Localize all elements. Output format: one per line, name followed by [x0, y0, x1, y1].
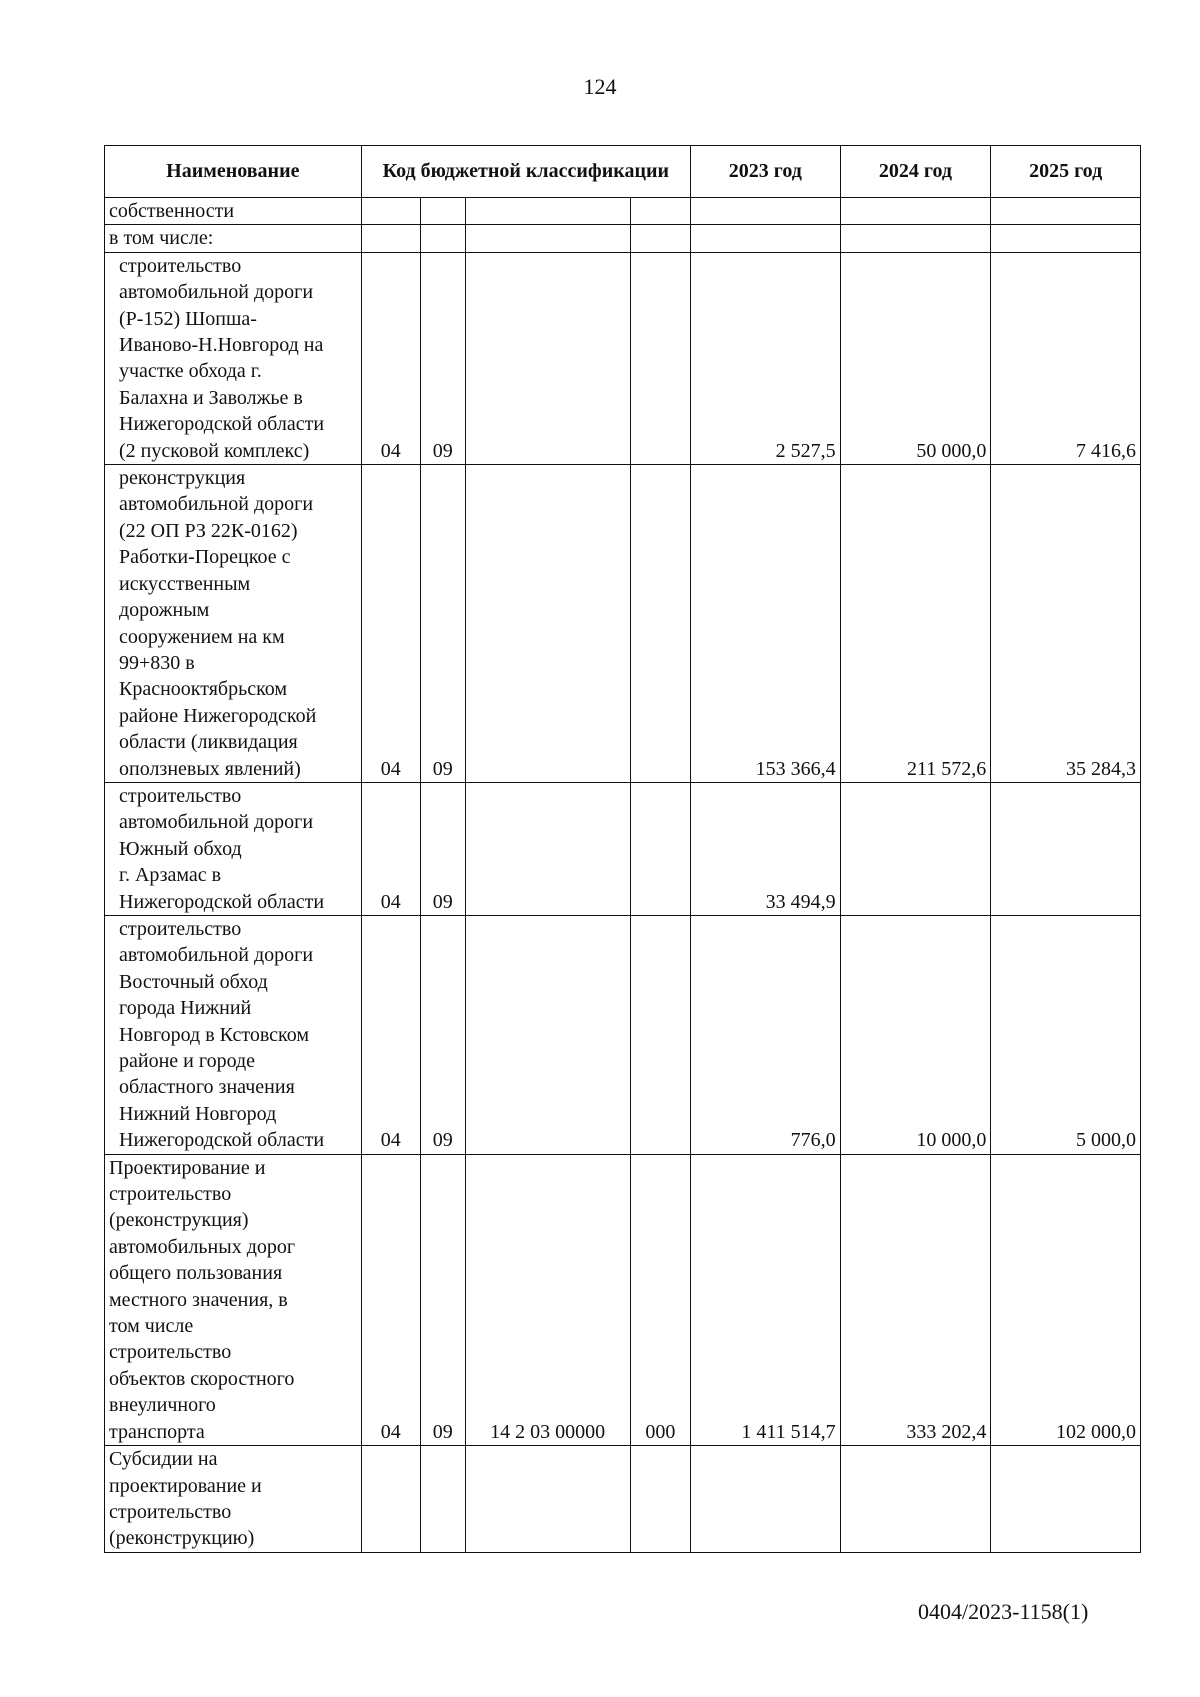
- value-2024: [840, 198, 991, 225]
- code-subsection: 09: [420, 782, 465, 915]
- value-2023: 1 411 514,7: [691, 1154, 841, 1445]
- table-row: [105, 465, 1141, 783]
- code-target: [465, 915, 630, 1154]
- code-subsection: [420, 1446, 465, 1553]
- code-section: 04: [361, 915, 420, 1154]
- row-name: в том числе:: [105, 225, 362, 252]
- code-expense-type: [630, 465, 690, 783]
- table-row: [105, 782, 1141, 915]
- value-2023: [691, 1446, 841, 1553]
- code-target: [465, 1446, 630, 1553]
- value-2024: [840, 782, 991, 915]
- code-section: 04: [361, 1154, 420, 1445]
- code-target: [465, 198, 630, 225]
- value-2023: 33 494,9: [691, 782, 841, 915]
- value-2023: 776,0: [691, 915, 841, 1154]
- value-2024: 333 202,4: [840, 1154, 991, 1445]
- table-row: [105, 252, 1141, 464]
- value-2023: [691, 225, 841, 252]
- row-name: Субсидии на проектирование и строительство (реконструкцию): [105, 1446, 362, 1553]
- value-2025: [991, 198, 1141, 225]
- code-section: 04: [361, 465, 420, 783]
- value-2024: 10 000,0: [840, 915, 991, 1154]
- code-target: [465, 225, 630, 252]
- code-section: [361, 225, 420, 252]
- header-row: [105, 146, 1141, 198]
- code-section: [361, 1446, 420, 1553]
- code-subsection: [420, 225, 465, 252]
- code-section: [361, 198, 420, 225]
- code-subsection: 09: [420, 252, 465, 464]
- code-section: 04: [361, 782, 420, 915]
- value-2025: [991, 1446, 1141, 1553]
- value-2024: 50 000,0: [840, 252, 991, 464]
- header-code: Код бюджетной классификации: [361, 146, 690, 198]
- code-subsection: 09: [420, 465, 465, 783]
- code-section: 04: [361, 252, 420, 464]
- value-2025: 7 416,6: [991, 252, 1141, 464]
- code-target: [465, 465, 630, 783]
- value-2024: [840, 1446, 991, 1553]
- value-2025: 35 284,3: [991, 465, 1141, 783]
- row-name: строительство автомобильной дороги Восточный обход города Нижний Новгород в Кстовском районе и городе областного значения Нижний Новгород Нижегородской области: [105, 915, 362, 1154]
- value-2025: [991, 225, 1141, 252]
- row-name: строительство автомобильной дороги Южный обход г. Арзамас в Нижегородской области: [105, 782, 362, 915]
- row-name: собственности: [105, 198, 362, 225]
- code-expense-type: [630, 915, 690, 1154]
- code-expense-type: 000: [630, 1154, 690, 1445]
- row-name: Проектирование и строительство (реконструкция) автомобильных дорог общего пользования местного значения, в том числе строительство объектов скоростного внеуличного транспорта: [105, 1154, 362, 1445]
- code-expense-type: [630, 225, 690, 252]
- code-target: [465, 782, 630, 915]
- code-expense-type: [630, 1446, 690, 1553]
- budget-table: [104, 145, 1141, 1553]
- code-expense-type: [630, 252, 690, 464]
- header-2024: 2024 год: [840, 146, 991, 198]
- value-2023: 153 366,4: [691, 465, 841, 783]
- code-expense-type: [630, 198, 690, 225]
- table-row: [105, 1154, 1141, 1445]
- table-row: [105, 915, 1141, 1154]
- code-subsection: 09: [420, 915, 465, 1154]
- value-2023: 2 527,5: [691, 252, 841, 464]
- table-row: [105, 1446, 1141, 1553]
- code-expense-type: [630, 782, 690, 915]
- row-name: строительство автомобильной дороги (Р-152) Шопша- Иваново-Н.Новгород на участке обхода г. Балахна и Заволжье в Нижегородской области (2 пусковой комплекс): [105, 252, 362, 464]
- value-2024: 211 572,6: [840, 465, 991, 783]
- header-name: Наименование: [105, 146, 362, 198]
- code-target: 14 2 03 00000: [465, 1154, 630, 1445]
- header-2025: 2025 год: [991, 146, 1141, 198]
- code-subsection: 09: [420, 1154, 465, 1445]
- page-number: 124: [583, 74, 617, 99]
- value-2023: [691, 198, 841, 225]
- table-row: [105, 225, 1141, 252]
- value-2024: [840, 225, 991, 252]
- document-id: 0404/2023-1158(1): [918, 1599, 1089, 1624]
- code-subsection: [420, 198, 465, 225]
- code-target: [465, 252, 630, 464]
- value-2025: [991, 782, 1141, 915]
- value-2025: 102 000,0: [991, 1154, 1141, 1445]
- row-name: реконструкция автомобильной дороги (22 ОП РЗ 22К-0162) Работки-Порецкое с искусственным дорожным сооружением на км 99+830 в Краснооктябрьском районе Нижегородской области (ликвидация оползневых явлений): [105, 465, 362, 783]
- value-2025: 5 000,0: [991, 915, 1141, 1154]
- header-2023: 2023 год: [691, 146, 841, 198]
- table-row: [105, 198, 1141, 225]
